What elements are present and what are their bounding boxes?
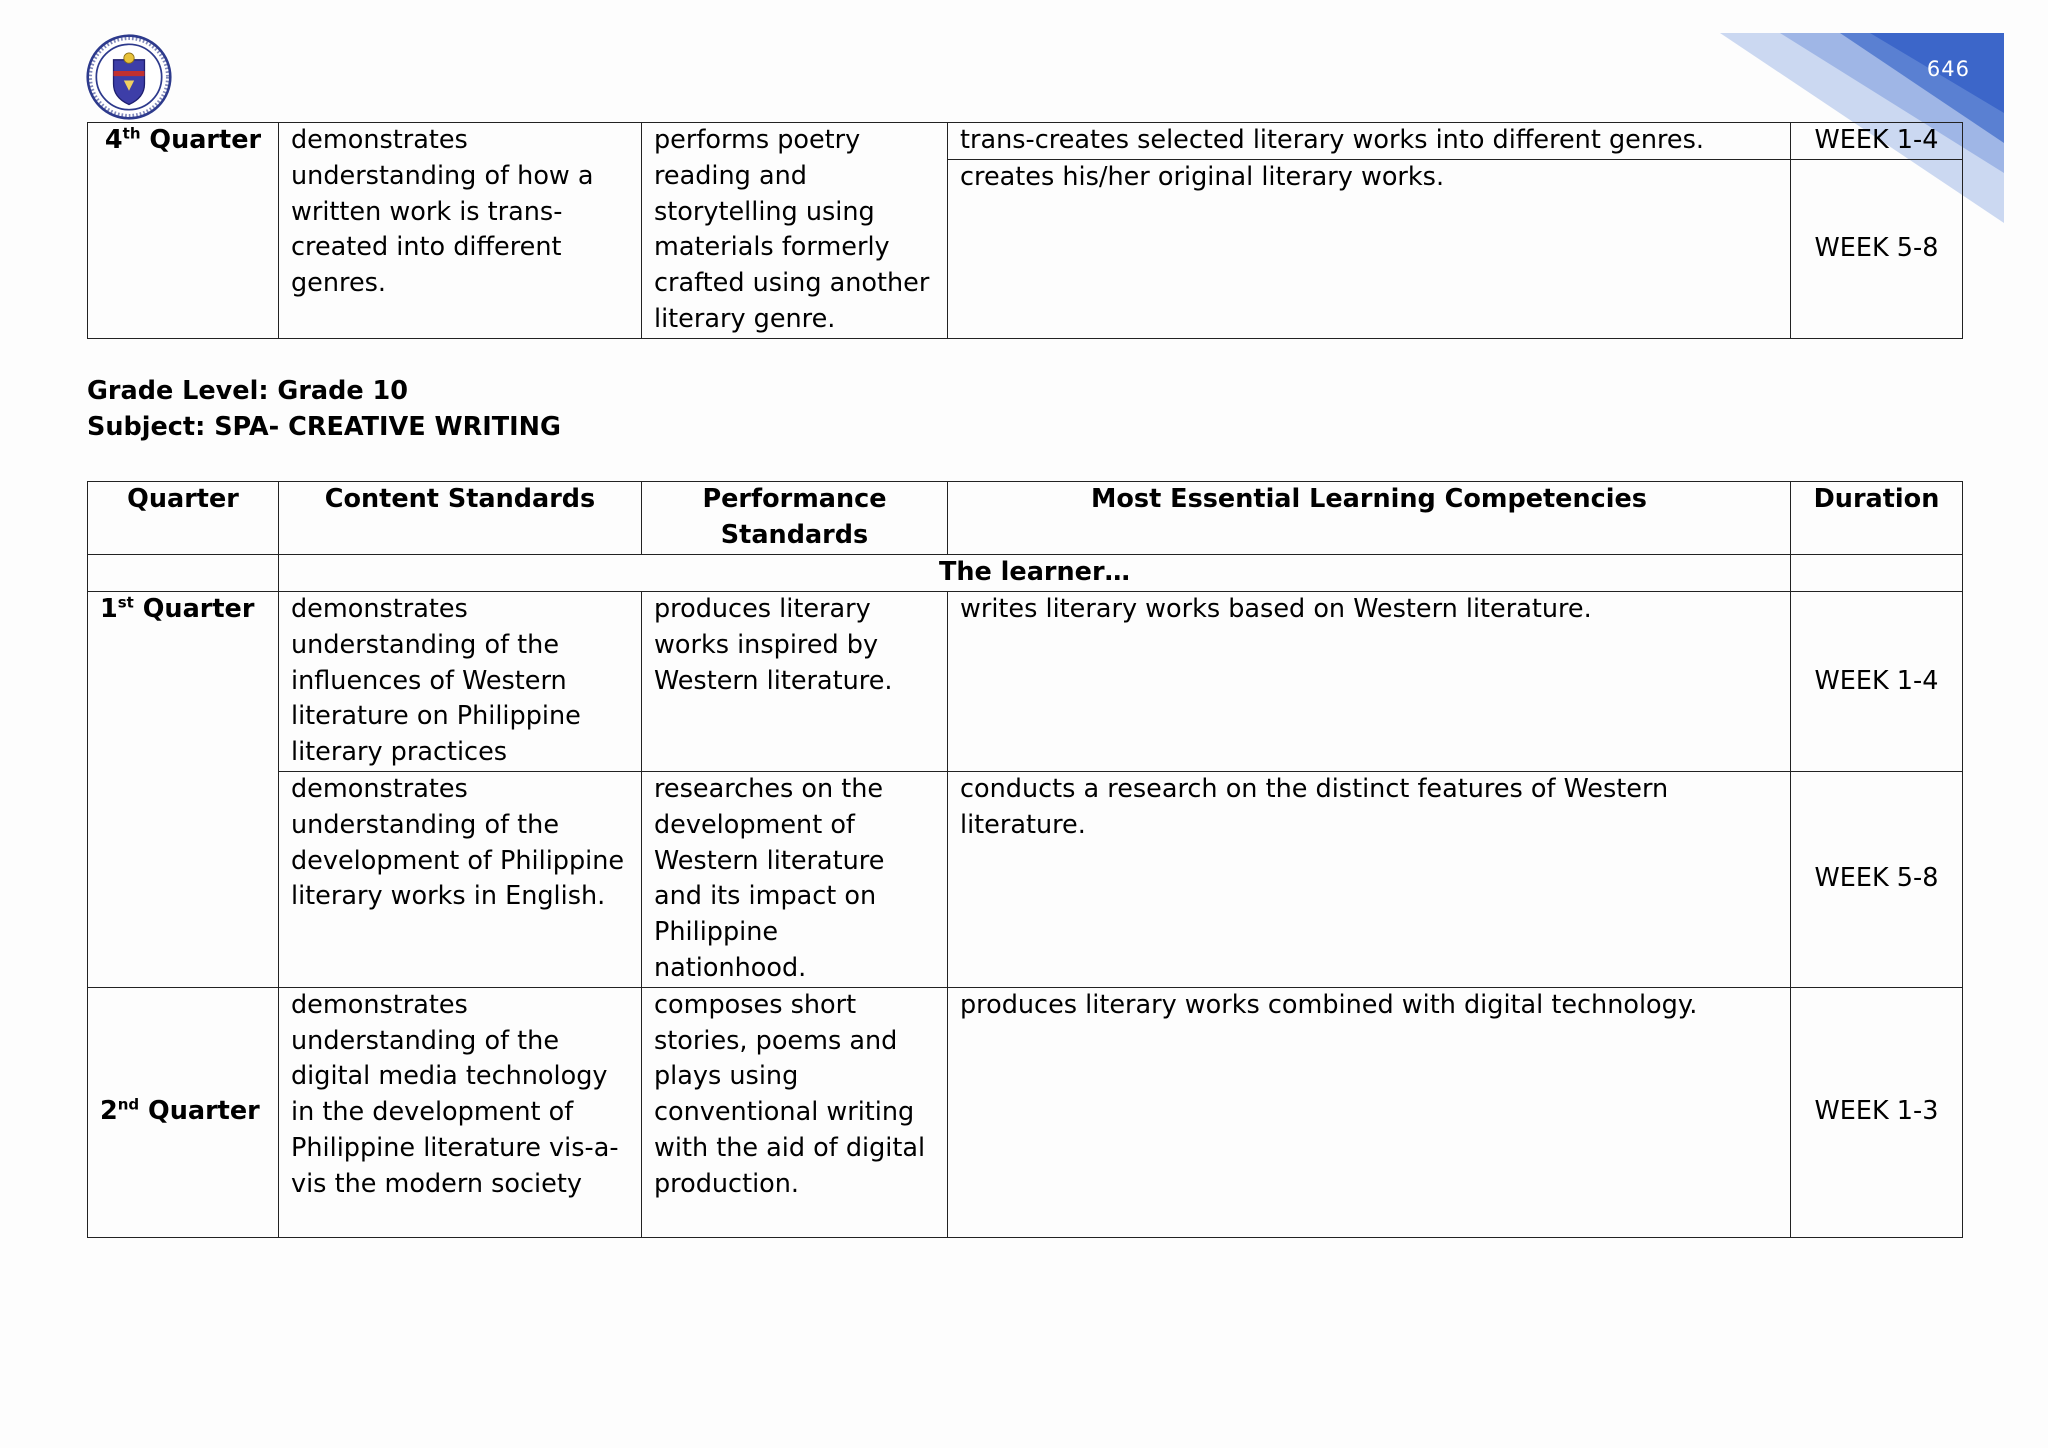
quarter-label: 2nd Quarter bbox=[100, 1095, 260, 1127]
competency-cell: writes literary works based on Western literature. bbox=[948, 592, 1791, 772]
deped-seal-icon bbox=[86, 34, 172, 120]
performance-standard-cell: composes short stories, poems and plays using conventional writing with the aid of digital production. bbox=[642, 987, 948, 1237]
duration-cell: WEEK 1-4 bbox=[1791, 592, 1963, 772]
quarter-label: 1st Quarter bbox=[100, 593, 255, 624]
continued-table bbox=[87, 122, 1963, 339]
learner-row bbox=[88, 555, 1963, 592]
header-performance-standards: Performance Standards bbox=[642, 482, 948, 555]
duration-cell: WEEK 1-3 bbox=[1791, 987, 1963, 1237]
content-standard-cell: demonstrates understanding of the influences of Western literature on Philippine literary practices bbox=[279, 592, 642, 772]
competency-cell: produces literary works combined with digital technology. bbox=[948, 987, 1791, 1237]
page-number: 646 bbox=[1926, 57, 1970, 81]
content-standard-cell: demonstrates understanding of the digital media technology in the development of Philippine literature vis-a-vis the modern society bbox=[279, 987, 642, 1237]
duration-cell: WEEK 5-8 bbox=[1791, 159, 1963, 338]
content-standard-cell: demonstrates understanding of the development of Philippine literary works in English. bbox=[279, 771, 642, 987]
quarter-cell bbox=[88, 592, 279, 988]
grade-level: Grade Level: Grade 10 bbox=[87, 376, 409, 406]
table-row bbox=[88, 592, 1963, 772]
table-row bbox=[88, 987, 1963, 1237]
duration-cell: WEEK 1-4 bbox=[1791, 123, 1963, 160]
performance-standard-cell: produces literary works inspired by Western literature. bbox=[642, 592, 948, 772]
duration-cell: WEEK 5-8 bbox=[1791, 771, 1963, 987]
quarter-cell bbox=[88, 987, 279, 1237]
content-standard-cell: demonstrates understanding of how a written work is trans-created into different genres. bbox=[279, 123, 642, 339]
table-row bbox=[88, 771, 1963, 987]
subject-line: Subject: SPA- CREATIVE WRITING bbox=[87, 412, 561, 442]
curriculum-table bbox=[87, 481, 1963, 1238]
header-duration: Duration bbox=[1791, 482, 1963, 555]
performance-standard-cell: researches on the development of Western literature and its impact on Philippine nationhood. bbox=[642, 771, 948, 987]
competency-cell: trans-creates selected literary works into different genres. bbox=[948, 123, 1791, 160]
quarter-label: 4th Quarter bbox=[104, 124, 262, 155]
header-content-standards: Content Standards bbox=[279, 482, 642, 555]
header-melc: Most Essential Learning Competencies bbox=[948, 482, 1791, 555]
competency-cell: conducts a research on the distinct features of Western literature. bbox=[948, 771, 1791, 987]
header-quarter: Quarter bbox=[88, 482, 279, 555]
performance-standard-cell: performs poetry reading and storytelling using materials formerly crafted using another literary genre. bbox=[642, 123, 948, 339]
learner-label: The learner… bbox=[279, 555, 1791, 592]
quarter-cell bbox=[88, 123, 279, 339]
competency-cell: creates his/her original literary works. bbox=[948, 159, 1791, 338]
table-header-row bbox=[88, 482, 1963, 555]
